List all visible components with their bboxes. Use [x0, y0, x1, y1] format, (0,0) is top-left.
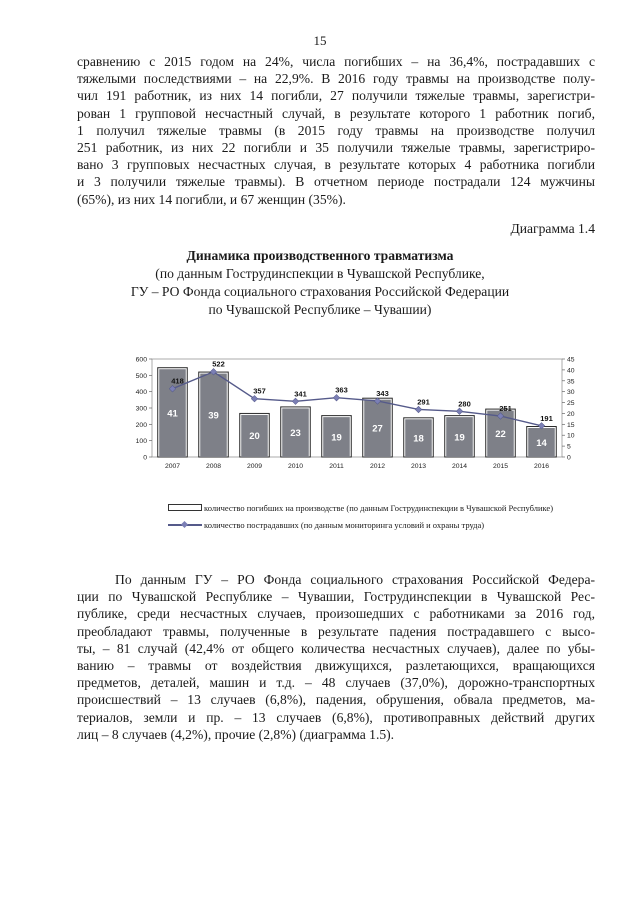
x-axis-tick-label: 2007: [164, 463, 181, 470]
right-axis-tick-label: 30: [567, 389, 575, 397]
line-value-label: 363: [335, 385, 348, 395]
text-line: преобладают травмы, полученные в результате падения пострадавшего с высо-: [77, 623, 595, 639]
bar-value-label: 39: [208, 410, 219, 422]
right-axis-tick-label: 35: [567, 378, 575, 386]
text-line: лиц – 8 случаев (4,2%), прочие (2,8%) (диаграмма 1.5).: [77, 726, 395, 742]
chart-subtitle-line: (по данным Гострудинспекции в Чувашской Республике,: [155, 266, 485, 281]
text-line: и 3 получили тяжелые травмы). В отчетном периоде пострадали 124 мужчины: [77, 174, 595, 190]
bar-value-label: 19: [454, 432, 465, 444]
page-number: 15: [313, 33, 327, 48]
chart-subtitle-line: ГУ – РО Фонда социального страхования Российской Федерации: [130, 284, 510, 299]
chart-title-main: Динамика производственного травматизма: [186, 248, 454, 263]
legend-label: количество погибших на производстве (по данным Гострудинспекции в Чувашской Республике): [204, 502, 554, 513]
left-axis-tick-label: 200: [135, 421, 147, 429]
right-axis-tick-label: 25: [567, 400, 575, 408]
right-axis-tick-label: 40: [567, 367, 575, 375]
text-line: предметов, деталей, машин и т.д. – 48 случаев (37,0%), дорожно-транспортных: [77, 675, 595, 691]
left-axis-tick-label: 300: [135, 405, 147, 413]
legend-line-swatch: [168, 521, 202, 528]
legend-bar-swatch: [168, 504, 202, 511]
legend-label: количество пострадавших (по данным мониторинга условий и охраны труда): [204, 519, 485, 530]
bar-value-label: 14: [536, 437, 547, 449]
x-axis-tick-label: 2016: [533, 463, 550, 470]
line-value-label: 343: [376, 388, 389, 398]
x-axis-tick-label: 2014: [451, 463, 468, 470]
left-axis-tick-label: 400: [135, 389, 147, 397]
text-line: рован 1 групповой несчастный случай, в результате которого 1 работник погиб,: [77, 105, 595, 121]
line-value-label: 280: [458, 399, 471, 409]
bar-value-label: 19: [331, 432, 342, 444]
chart-title: [0, 247, 640, 319]
line-marker: [415, 406, 422, 413]
text-line: вано 3 групповых несчастных случая, в результате которых 4 работника погибли: [77, 157, 595, 173]
text-line: публике, среди несчастных случаев, произошедших с работниками за 2016 год,: [77, 606, 595, 622]
bar-value-label: 18: [413, 433, 424, 445]
bar-value-label: 41: [167, 408, 178, 420]
x-axis-tick-label: 2013: [410, 463, 427, 470]
x-axis-tick-label: 2015: [492, 463, 509, 470]
line-marker: [456, 408, 463, 415]
x-axis-tick-label: 2011: [329, 463, 344, 470]
line-value-label: 291: [417, 397, 430, 407]
line-value-label: 522: [212, 359, 225, 369]
right-axis-tick-label: 10: [567, 432, 575, 440]
paragraph-analysis: [77, 571, 595, 743]
legend-item-bars: [168, 499, 553, 516]
left-axis-tick-label: 500: [135, 372, 147, 380]
text-line: ванию – травмы от воздействия движущихся, разлетающихся, вращающихся: [77, 658, 595, 674]
text-line: (65%), из них 14 погибли, и 67 женщин (35%).: [77, 191, 346, 207]
x-axis-tick-label: 2009: [246, 463, 263, 470]
left-axis-tick-label: 600: [135, 356, 147, 364]
text-line: происшествий – 13 случаев (6,8%), падения, обрушения, обвала предметов, ма-: [77, 692, 595, 708]
injury-dynamics-chart: [125, 353, 595, 478]
line-value-label: 191: [540, 413, 553, 423]
paragraph-intro: [77, 53, 595, 208]
line-value-label: 251: [499, 404, 512, 414]
diagram-label: Диаграмма 1.4: [510, 221, 595, 236]
bar-value-label: 27: [372, 423, 383, 435]
text-line: 251 работник, из них 22 погибли и 35 получили тяжелые травмы, зарегистриро-: [77, 140, 595, 156]
x-axis-tick-label: 2010: [287, 463, 304, 470]
text-line: ции по Чувашской Республике – Чувашии, Гострудинспекции в Чувашской Рес-: [77, 589, 595, 605]
line-marker: [292, 398, 299, 405]
text-line: По данным ГУ – РО Фонда социального страхования Российской Федера-: [115, 572, 595, 587]
line-value-label: 418: [171, 376, 184, 386]
bar-value-label: 20: [249, 431, 260, 443]
right-axis-tick-label: 15: [567, 421, 575, 429]
right-axis-tick-label: 0: [567, 454, 571, 462]
text-line: териалов, земли и пр. – 13 случаев (6,8%), противоправных действий других: [77, 709, 595, 725]
left-axis-tick-label: 100: [135, 438, 147, 446]
text-line: 1 получил тяжелые травмы (в 2015 году травмы на производстве получил: [77, 122, 595, 138]
text-line: сравнению с 2015 годом на 24%, числа погибших – на 36,4%, пострадавших с: [77, 54, 595, 69]
x-axis-tick-label: 2012: [369, 463, 386, 470]
right-axis-tick-label: 20: [567, 410, 575, 418]
text-line: тяжелыми последствиями – на 22,9%. В 2016 году травмы на производстве полу-: [77, 71, 595, 87]
bar-value-label: 22: [495, 429, 506, 441]
chart-legend: [168, 499, 553, 533]
x-axis-tick-label: 2008: [205, 463, 222, 470]
text-line: чил 191 работник, из них 14 погибли, 27 получили тяжелые травмы, зарегистри-: [77, 88, 595, 104]
bar-value-label: 23: [290, 427, 301, 439]
chart-subtitle-line: по Чувашской Республике – Чувашии): [208, 302, 432, 317]
right-axis-tick-label: 45: [567, 356, 575, 364]
line-value-label: 357: [253, 386, 266, 396]
text-line: ты, – 81 случай (42,4% от общего количества несчастных случаев), далее по убы-: [77, 640, 595, 656]
line-marker: [333, 394, 340, 401]
right-axis-tick-label: 5: [567, 443, 571, 451]
line-value-label: 341: [294, 389, 307, 399]
left-axis-tick-label: 0: [143, 454, 147, 462]
legend-item-line: [168, 516, 553, 533]
